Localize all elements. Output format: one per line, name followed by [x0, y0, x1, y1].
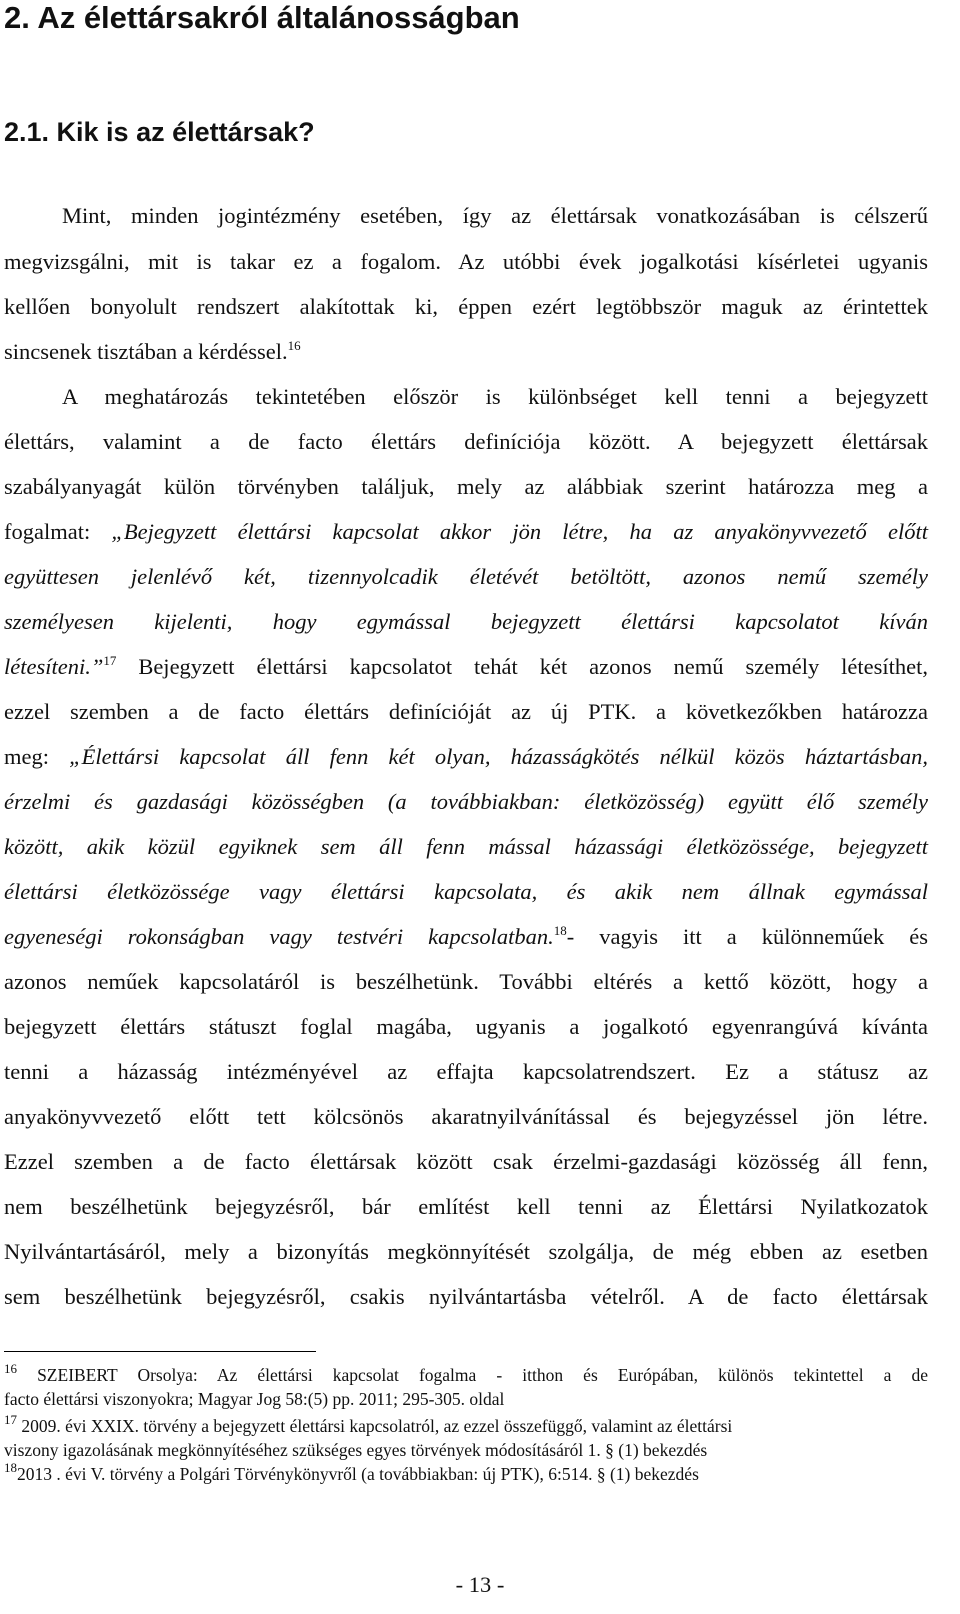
quote-text: érzelmi és gazdasági közösségben (a továbbiakban: életközösség) együtt élő személy	[4, 789, 928, 814]
quote-text: létesíteni.”	[4, 654, 104, 679]
text-line	[4, 607, 928, 637]
text-line	[4, 652, 928, 682]
chapter-heading: 2. Az élettársakról általánosságban	[4, 0, 520, 35]
footnote-16	[4, 1361, 928, 1386]
quote-text: élettársi életközössége vagy élettársi kapcsolata, és akik nem állnak egymással	[4, 879, 928, 904]
text-line: megvizsgálni, mit is takar ez a fogalom. Az utóbbi évek jogalkotási kísérletei ugyanis	[4, 249, 928, 274]
text-line: élettárs, valamint a de facto élettárs definíciója között. A bejegyzett élettársak	[4, 429, 928, 454]
text-span: meg:	[4, 744, 70, 769]
footnote-text: SZEIBERT Orsolya: Az élettársi kapcsolat fogalma - itthon és Európában, különös tekintettel a de	[37, 1365, 928, 1385]
text-line: Nyilvántartásáról, mely a bizonyítás megkönnyítését szolgálja, de még ebben az esetben	[4, 1239, 928, 1264]
text-span: fogalmat:	[4, 519, 112, 544]
footnote-text: 2009. évi XXIX. törvény a bejegyzett élettársi kapcsolatról, az ezzel összefüggő, valamint az élettársi	[21, 1416, 733, 1436]
text-line: azonos neműek kapcsolatáról is beszélhetünk. További eltérés a kettő között, hogy a	[4, 969, 928, 994]
text-line: A meghatározás tekintetében először is különbséget kell tenni a bejegyzett	[62, 384, 928, 409]
text-line: ezzel szemben a de facto élettárs definícióját az új PTK. a következőkben határozza	[4, 699, 928, 724]
text-span: - vagyis itt a különneműek és	[566, 924, 928, 949]
footnote-16-cont: facto élettársi viszonyokra; Magyar Jog 58:(5) pp. 2011; 295-305. oldal	[4, 1389, 505, 1409]
text-line	[4, 922, 928, 952]
text-line	[4, 562, 928, 592]
footnote-17	[4, 1412, 928, 1437]
text-line: kellően bonyolult rendszert alakítottak ki, éppen ezért legtöbbször maguk az érintettek	[4, 294, 928, 319]
footnote-17-cont: viszony igazolásának megkönnyítéséhez szükséges egyes törvények módosításáról 1. § (1) bekezdés	[4, 1440, 708, 1460]
quote-text: személyesen kijelenti, hogy egymással bejegyzett élettársi kapcsolatot kíván	[4, 609, 928, 634]
text-line: nem beszélhetünk bejegyzésről, bár említést kell tenni az Élettársi Nyilatkozatok	[4, 1194, 928, 1219]
footnote-number: 16	[4, 1361, 17, 1376]
text-line	[4, 742, 928, 772]
footnote-18	[4, 1460, 928, 1485]
text-line	[4, 517, 928, 547]
footnote-ref-18: 18	[553, 923, 567, 938]
text-line: tenni a házasság intézményével az effajta kapcsolatrendszert. Ez a státusz az	[4, 1059, 928, 1084]
text-line: bejegyzett élettárs státuszt foglal magába, ugyanis a jogalkotó egyenrangúvá kívánta	[4, 1014, 928, 1039]
footnote-divider	[4, 1351, 316, 1352]
text-line	[4, 832, 928, 862]
quote-text: egyeneségi rokonságban vagy testvéri kapcsolatban.	[4, 924, 554, 949]
text-line: sem beszélhetünk bejegyzésről, csakis nyilvántartásba vételről. A de facto élettársak	[4, 1284, 928, 1309]
text-line	[4, 787, 928, 817]
quote-text: „Bejegyzett élettársi kapcsolat akkor jön létre, ha az anyakönyvvezető előtt	[111, 519, 928, 544]
text-line: Mint, minden jogintézmény esetében, így az élettársak vonatkozásában is célszerű	[62, 203, 928, 228]
quote-text: „Élettársi kapcsolat áll fenn két olyan, házasságkötés nélkül közös háztartásban,	[69, 744, 928, 769]
text-line: anyakönyvvezető előtt tett kölcsönös akaratnyilvánítással és bejegyzéssel jön létre.	[4, 1104, 928, 1129]
footnote-number: 18	[4, 1460, 17, 1475]
text-span: sincsenek tisztában a kérdéssel.	[4, 339, 288, 364]
quote-text: együttesen jelenlévő két, tizennyolcadik életévét betöltött, azonos nemű személy	[4, 564, 928, 589]
text-line	[4, 337, 928, 367]
page-number: - 13 -	[455, 1572, 505, 1597]
text-line: Ezzel szemben a de facto élettársak között csak érzelmi-gazdasági közösség áll fenn,	[4, 1149, 928, 1174]
footnote-ref-17: 17	[103, 653, 117, 668]
footnote-text: 2013 . évi V. törvény a Polgári Törvénykönyvről (a továbbiakban: új PTK), 6:514. § (1) bekezdés	[17, 1464, 699, 1484]
section-heading: 2.1. Kik is az élettársak?	[4, 117, 315, 147]
text-line: szabályanyagát külön törvényben találjuk, mely az alábbiak szerint határozza meg a	[4, 474, 928, 499]
footnote-number: 17	[4, 1412, 17, 1427]
quote-text: között, akik közül egyiknek sem áll fenn mással házassági életközössége, bejegyzett	[4, 834, 928, 859]
text-line	[4, 877, 928, 907]
footnote-ref-16: 16	[287, 338, 301, 353]
text-span: Bejegyzett élettársi kapcsolatot tehát két azonos nemű személy létesíthet,	[116, 654, 928, 679]
